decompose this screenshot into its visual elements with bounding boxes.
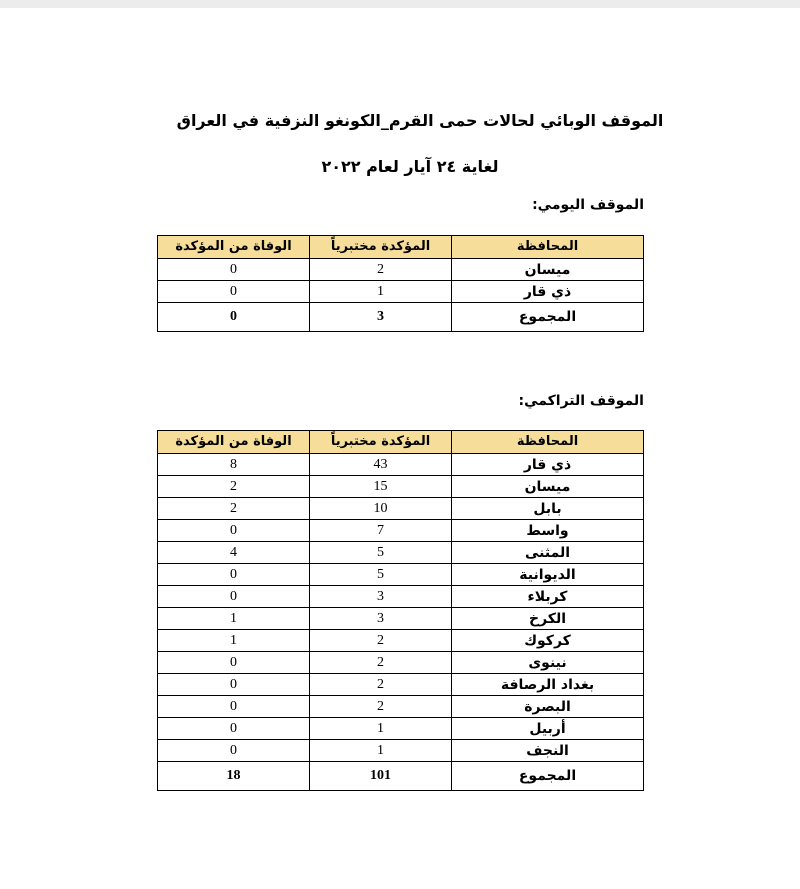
deaths-cell: 0 bbox=[158, 740, 310, 762]
total-label-cell: المجموع bbox=[452, 762, 644, 791]
governorate-cell: ميسان bbox=[452, 259, 644, 281]
table-row bbox=[158, 608, 644, 630]
table-row bbox=[158, 498, 644, 520]
total-deaths-cell: 0 bbox=[158, 303, 310, 332]
confirmed-cell: 2 bbox=[310, 259, 452, 281]
confirmed-cell: 2 bbox=[310, 674, 452, 696]
governorate-cell: البصرة bbox=[452, 696, 644, 718]
header-governorate: المحافظة bbox=[452, 431, 644, 454]
governorate-cell: ذي قار bbox=[452, 454, 644, 476]
governorate-cell: المثنى bbox=[452, 542, 644, 564]
table-row bbox=[158, 520, 644, 542]
confirmed-cell: 3 bbox=[310, 586, 452, 608]
governorate-cell: الكرخ bbox=[452, 608, 644, 630]
deaths-cell: 2 bbox=[158, 498, 310, 520]
table-row bbox=[158, 696, 644, 718]
deaths-cell: 0 bbox=[158, 259, 310, 281]
confirmed-cell: 2 bbox=[310, 652, 452, 674]
governorate-cell: بابل bbox=[452, 498, 644, 520]
table-row bbox=[158, 586, 644, 608]
confirmed-cell: 7 bbox=[310, 520, 452, 542]
header-deaths: الوفاة من المؤكدة bbox=[158, 431, 310, 454]
deaths-cell: 0 bbox=[158, 696, 310, 718]
page-title: الموقف الوبائي لحالات حمى القرم_الكونغو النزفية في العراق bbox=[176, 111, 664, 130]
governorate-cell: ميسان bbox=[452, 476, 644, 498]
deaths-cell: 2 bbox=[158, 476, 310, 498]
header-confirmed: المؤكدة مختبرياً bbox=[310, 431, 452, 454]
confirmed-cell: 1 bbox=[310, 740, 452, 762]
confirmed-cell: 10 bbox=[310, 498, 452, 520]
table-row bbox=[158, 718, 644, 740]
table-row bbox=[158, 630, 644, 652]
governorate-cell: كركوك bbox=[452, 630, 644, 652]
deaths-cell: 0 bbox=[158, 281, 310, 303]
governorate-cell: واسط bbox=[452, 520, 644, 542]
confirmed-cell: 3 bbox=[310, 608, 452, 630]
table-header-row bbox=[158, 236, 644, 259]
header-governorate: المحافظة bbox=[452, 236, 644, 259]
deaths-cell: 4 bbox=[158, 542, 310, 564]
deaths-cell: 1 bbox=[158, 630, 310, 652]
total-confirmed-cell: 101 bbox=[310, 762, 452, 791]
deaths-cell: 0 bbox=[158, 718, 310, 740]
deaths-cell: 1 bbox=[158, 608, 310, 630]
page-subtitle: لغاية ٢٤ آيار لعام ٢٠٢٢ bbox=[321, 157, 499, 176]
confirmed-cell: 15 bbox=[310, 476, 452, 498]
daily-section-heading: الموقف اليومي: bbox=[532, 197, 644, 213]
table-row bbox=[158, 281, 644, 303]
governorate-cell: النجف bbox=[452, 740, 644, 762]
header-deaths: الوفاة من المؤكدة bbox=[158, 236, 310, 259]
table-row bbox=[158, 454, 644, 476]
total-confirmed-cell: 3 bbox=[310, 303, 452, 332]
table-row bbox=[158, 259, 644, 281]
deaths-cell: 0 bbox=[158, 520, 310, 542]
governorate-cell: الديوانية bbox=[452, 564, 644, 586]
confirmed-cell: 2 bbox=[310, 696, 452, 718]
confirmed-cell: 5 bbox=[310, 542, 452, 564]
confirmed-cell: 1 bbox=[310, 281, 452, 303]
table-row bbox=[158, 542, 644, 564]
cumulative-section-heading: الموقف التراكمي: bbox=[518, 393, 644, 409]
table-row bbox=[158, 476, 644, 498]
table-row bbox=[158, 740, 644, 762]
cumulative-table bbox=[157, 430, 644, 791]
deaths-cell: 8 bbox=[158, 454, 310, 476]
total-label-cell: المجموع bbox=[452, 303, 644, 332]
total-row bbox=[158, 303, 644, 332]
confirmed-cell: 5 bbox=[310, 564, 452, 586]
confirmed-cell: 43 bbox=[310, 454, 452, 476]
total-row bbox=[158, 762, 644, 791]
total-deaths-cell: 18 bbox=[158, 762, 310, 791]
table-row bbox=[158, 674, 644, 696]
deaths-cell: 0 bbox=[158, 652, 310, 674]
confirmed-cell: 2 bbox=[310, 630, 452, 652]
table-row bbox=[158, 564, 644, 586]
deaths-cell: 0 bbox=[158, 586, 310, 608]
table-row bbox=[158, 652, 644, 674]
daily-table bbox=[157, 235, 644, 332]
governorate-cell: أربيل bbox=[452, 718, 644, 740]
top-bar bbox=[0, 0, 800, 8]
deaths-cell: 0 bbox=[158, 564, 310, 586]
governorate-cell: نينوى bbox=[452, 652, 644, 674]
deaths-cell: 0 bbox=[158, 674, 310, 696]
table-header-row bbox=[158, 431, 644, 454]
governorate-cell: ذي قار bbox=[452, 281, 644, 303]
header-confirmed: المؤكدة مختبرياً bbox=[310, 236, 452, 259]
governorate-cell: بغداد الرصافة bbox=[452, 674, 644, 696]
confirmed-cell: 1 bbox=[310, 718, 452, 740]
governorate-cell: كربلاء bbox=[452, 586, 644, 608]
